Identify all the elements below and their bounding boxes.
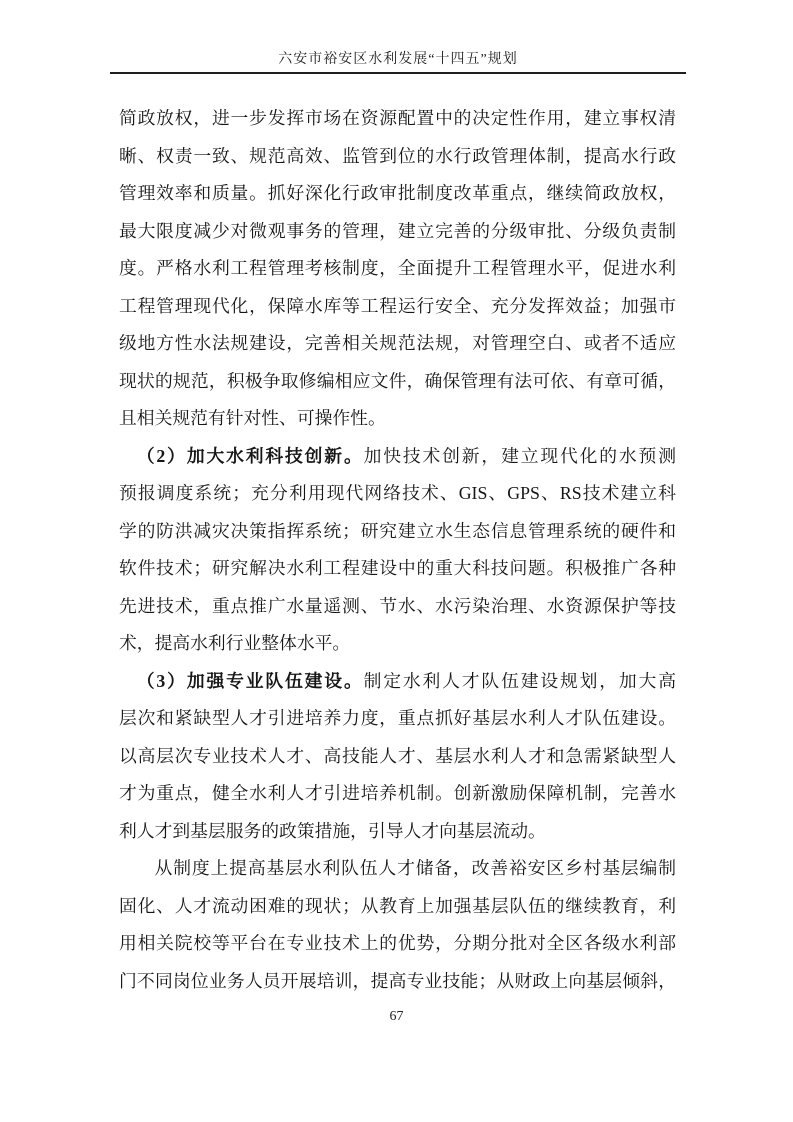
body-line: 从制度上提高基层水利队伍人才储备，改善裕安区乡村基层编制 <box>154 858 676 878</box>
paragraph-lead: （2）加大水利科技创新。 <box>136 445 364 466</box>
page-header <box>110 51 686 74</box>
header-title: 六安市裕安区水利发展“十四五”规划 <box>278 52 518 67</box>
page-footer <box>0 1008 793 1026</box>
body-line: 利人才到基层服务的政策措施，引导人才向基层流动。 <box>119 820 546 841</box>
paragraph <box>119 850 676 1000</box>
body-line: 且相关规范有针对性、可操作性。 <box>119 408 386 428</box>
body-line: 最大限度减少对微观事务的管理，建立完善的分级审批、分级负责制 <box>119 220 676 241</box>
body-line: 术，提高水利行业整体水平。 <box>119 633 351 653</box>
paragraph <box>119 100 676 438</box>
body-line: 先进技术，重点推广水量遥测、节水、水污染治理、水资源保护等技 <box>119 595 676 616</box>
body-line: 晰、权责一致、规范高效、监管到位的水行政管理体制，提高水行政 <box>119 145 676 166</box>
body-line: 度。严格水利工程管理考核制度，全面提升工程管理水平，促进水利 <box>119 258 676 278</box>
body-line: 固化、人才流动困难的现状；从教育上加强基层队伍的继续教育，利 <box>119 895 676 916</box>
body-line-text: 制定水利人才队伍建设规划，加大高 <box>363 670 676 691</box>
body-line: 工程管理现代化，保障水库等工程运行安全、充分发挥效益；加强市 <box>119 295 676 316</box>
paragraph <box>119 663 676 851</box>
header-rule <box>110 72 686 74</box>
body-line: 管理效率和质量。抓好深化行政审批制度改革重点，继续简政放权， <box>119 183 676 203</box>
body-line <box>119 438 676 476</box>
body-line: 用相关院校等平台在专业技术上的优势，分期分批对全区各级水利部 <box>119 933 676 953</box>
page-number: 67 <box>389 1009 404 1024</box>
body-line: 简政放权，进一步发挥市场在资源配置中的决定性作用，建立事权清 <box>119 108 676 128</box>
body-line: 学的防洪减灾决策指挥系统；研究建立水生态信息管理系统的硬件和 <box>119 520 676 541</box>
document-body <box>119 100 676 1000</box>
body-line: 层次和紧缺型人才引进培养力度，重点抓好基层水利人才队伍建设。 <box>119 708 676 728</box>
body-line: 预报调度系统；充分利用现代网络技术、GIS、GPS、RS技术建立科 <box>119 483 676 503</box>
body-line: 才为重点，健全水利人才引进培养机制。创新激励保障机制，完善水 <box>119 783 676 803</box>
body-line: 以高层次专业技术人才、高技能人才、基层水利人才和急需紧缺型人 <box>119 745 676 766</box>
body-line <box>119 663 676 701</box>
paragraph-lead: （3）加强专业队伍建设。 <box>136 670 364 691</box>
body-line-text: 加快技术创新，建立现代化的水预测 <box>363 445 676 466</box>
body-line: 软件技术；研究解决水利工程建设中的重大科技问题。积极推广各种 <box>119 558 676 578</box>
body-line: 级地方性水法规建设，完善相关规范法规，对管理空白、或者不适应 <box>119 333 676 353</box>
body-line: 门不同岗位业务人员开展培训，提高专业技能；从财政上向基层倾斜， <box>119 970 676 991</box>
paragraph <box>119 438 676 663</box>
body-line: 现状的规范，积极争取修编相应文件，确保管理有法可依、有章可循， <box>119 370 676 391</box>
